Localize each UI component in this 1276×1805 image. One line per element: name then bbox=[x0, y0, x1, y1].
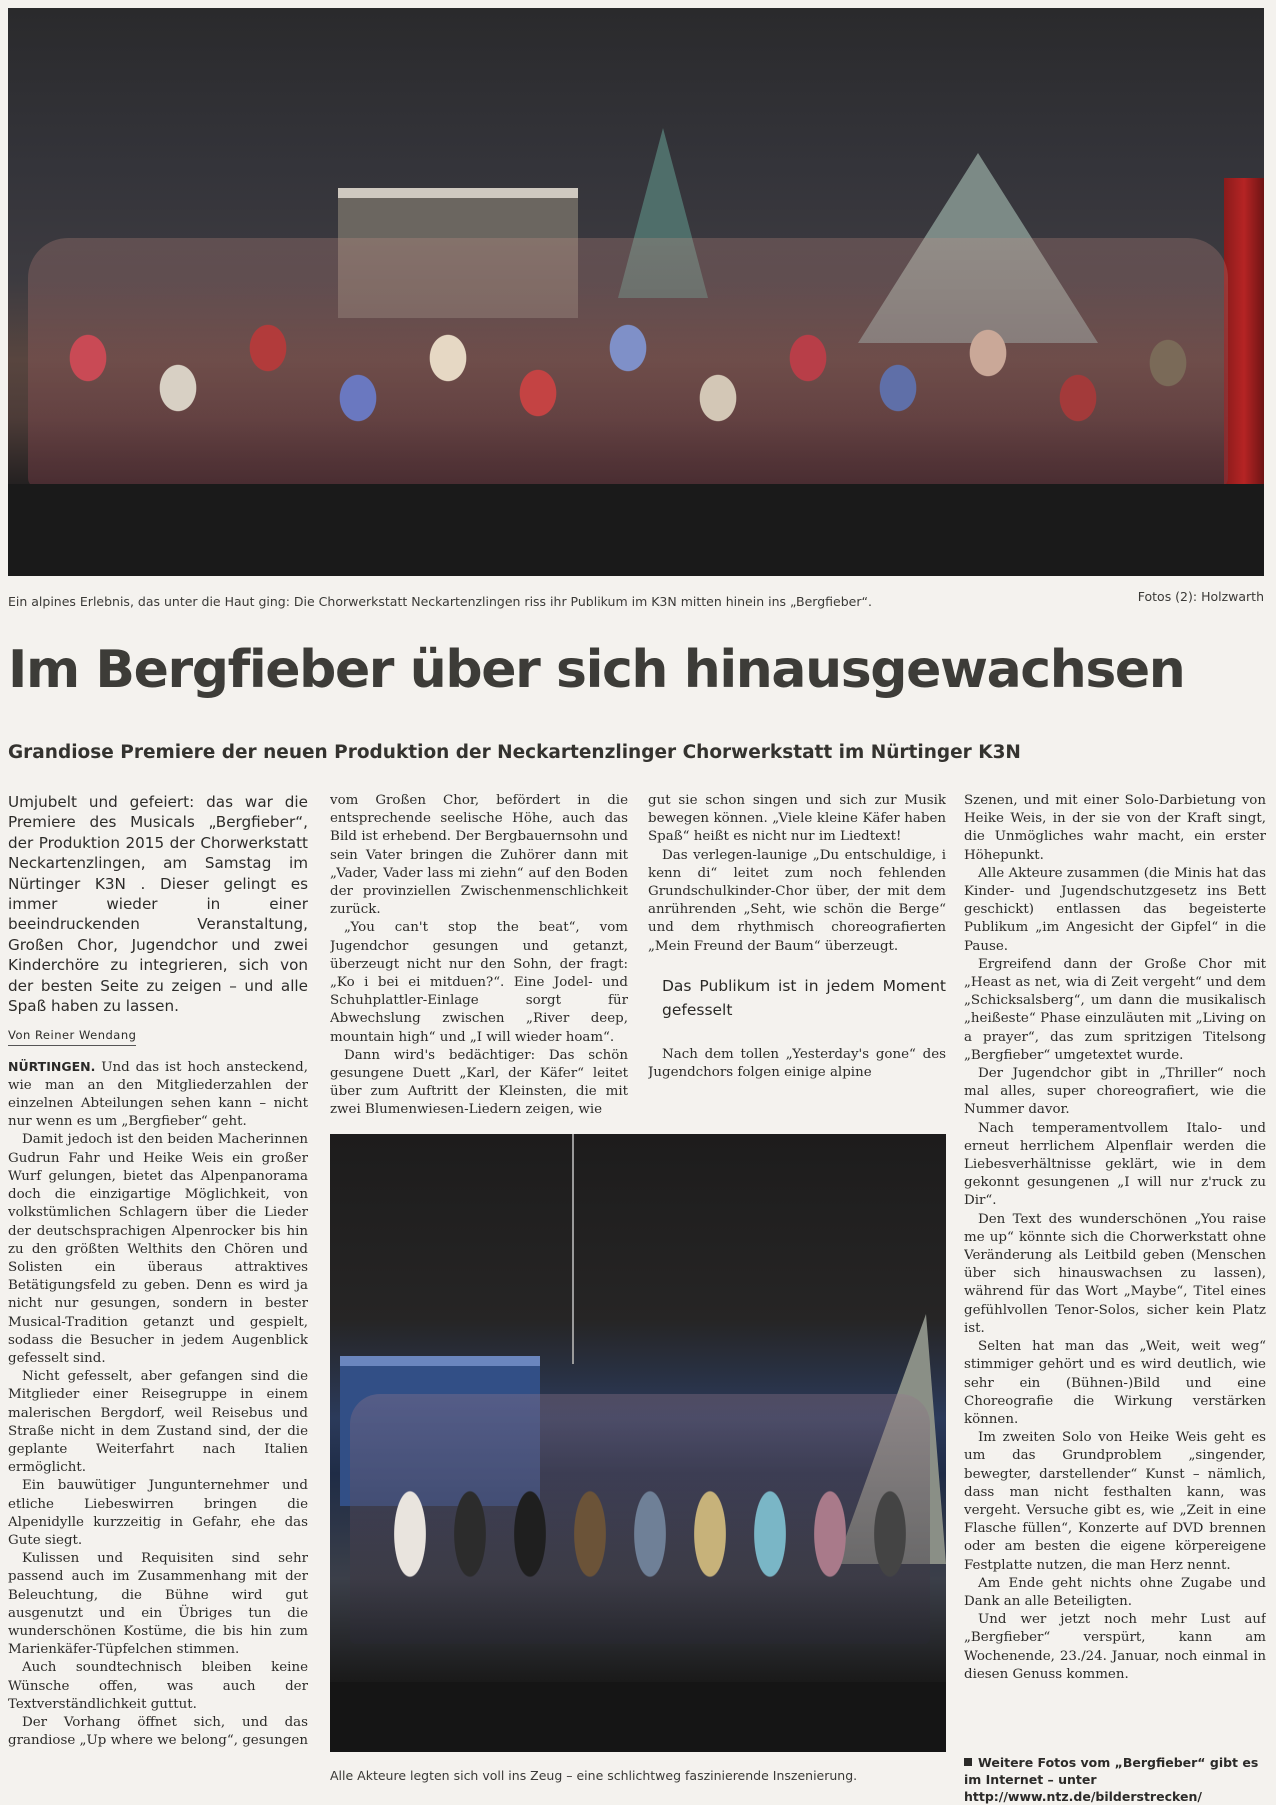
paragraph: Den Text des wunderschönen „You raise me up“ könnte sich die Chorwerkstatt ohne Veränderung als Leitbild geben (Menschen über sich hinauswachsen zu lassen), während für das Wort „Maybe“, Titel eines gefühlvollen Tenor-Solos, sicher kein Platz ist. bbox=[964, 1211, 1266, 1336]
paragraph: Alle Akteure zusammen (die Minis hat das Kinder- und Jugendschutzgesetz ins Bett geschickt) entlassen das begeisterte Publikum „im Angesicht der Gipfel“ in die Pause. bbox=[964, 865, 1266, 954]
top-photo-caption: Ein alpines Erlebnis, das unter die Haut ging: Die Chorwerkstatt Neckartenzlingen riss ihr Publikum im K3N mitten hinein ins „Bergfieber“. bbox=[8, 594, 872, 609]
info-text: Weitere Fotos vom „Bergfieber“ gibt es im Internet – unter http://www.ntz.de/bilderstrecken/ bbox=[964, 1755, 1259, 1804]
paragraph: „You can't stop the beat“, vom Jugendchor gesungen und getanzt, überzeugt nicht nur den Sohn, der fragt: „Ko i bei ei mitduen?“. Eine Jodel- und Schuhplattler-Einlage sorgt für Abwechslung zwischen „River deep, mountain high“ und „I will wieder hoam“. bbox=[330, 920, 628, 1045]
photo-credit: Fotos (2): Holzwarth bbox=[1137, 589, 1264, 604]
stage-floor bbox=[330, 1682, 946, 1752]
paragraph: Auch soundtechnisch bleiben keine Wünsche offen, was auch der Textverständlichkeit guttut. bbox=[8, 1660, 308, 1712]
choir-crowd bbox=[28, 238, 1228, 488]
section-subhead: Das Publikum ist in jedem Moment gefesselt bbox=[662, 976, 946, 1019]
paragraph: Kulissen und Requisiten sind sehr passend auch im Zusammenhang mit der Beleuchtung, die Bühne wird gut ausgenutzt und ein Übriges tun die wunderschönen Kostüme, die bis hin zum Marienkäfer-Tüpfelchen stimmen. bbox=[8, 1551, 308, 1658]
article-column-1 bbox=[8, 792, 308, 1792]
article-headline: Im Bergfieber über sich hinausgewachsen bbox=[8, 640, 1185, 700]
paragraph: Nach dem tollen „Yesterday's gone“ des Jugendchors folgen einige alpine bbox=[648, 1046, 946, 1081]
stage-floor bbox=[8, 484, 1264, 576]
paragraph: Im zweiten Solo von Heike Weis geht es um das Grundproblem „singender, bewegter, darstellender“ Kunst – nämlich, dass man nicht festhalten kann, was vergeht. Versuche gibt es, wie „Zeit in eine Flasche füllen“, Konzerte auf DVD brennen oder am besten die eigene körpereigene Festplatte nutzen, die man Herz nennt. bbox=[964, 1430, 1266, 1573]
paragraph: Am Ende geht nichts ohne Zugabe und Dank an alle Beteiligten. bbox=[964, 1575, 1266, 1609]
article-column-3 bbox=[648, 792, 946, 1120]
paragraph: Nicht gefesselt, aber gefangen sind die Mitglieder einer Reisegruppe in einem malerischen Bergdorf, weil Reisebus und Straße nicht in dem Zustand sind, der die geplante Weiterfahrt nach Italien ermöglicht. bbox=[8, 1369, 308, 1476]
paragraph: Dann wird's bedächtiger: Das schön gesungene Duett „Karl, der Käfer“ leitet über zum Auftritt der Kleinsten, die mit zwei Blumenwiesen-Liedern zeigen, wie bbox=[330, 1047, 628, 1118]
article-column-2 bbox=[330, 792, 628, 1120]
top-photo-choir-on-stage bbox=[8, 8, 1264, 576]
info-box bbox=[964, 1754, 1266, 1805]
paragraph: vom Großen Chor, befördert in die entsprechende seelische Höhe, auch das Bild ist erhebend. Der Bergbauernsohn und sein Vater bringen die Zuhörer dann mit „Vader, Vader lass mi ziehn“ auf den Boden der provinziellen Zwischenmenschlichkeit zurück. bbox=[330, 793, 628, 918]
paragraph: Ein bauwütiger Jungunternehmer und etliche Liebeswirren bringen die Alpenidylle kurzzeitig in Gefahr, ehe das Gute siegt. bbox=[8, 1478, 308, 1548]
article-lead: Umjubelt und gefeiert: das war die Premiere des Musicals „Bergfieber“, der Produktion 2015 der Chorwerkstatt Neckartenzlingen, am Samstag im Nürtinger K3N . Dieser gelingt es immer wieder in einer beeindruckenden Veranstaltung, Großen Chor, Jugendchor und zwei Kinderchöre zu integrieren, sich von der besten Seite zu zeigen – und alle Spaß haben zu lassen. bbox=[8, 793, 308, 1016]
bullet-square-icon bbox=[964, 1758, 972, 1766]
paragraph: Damit jedoch ist den beiden Macherinnen Gudrun Fahr und Heike Weis ein großer Wurf gelungen, bietet das Alpenpanorama doch die einzigartige Möglichkeit, von volkstümlichen Schlagern über die Lieder der deutschsprachigen Alpenrocker bis hin zu den größten Welthits den Chören und Solisten ein überaus attraktives Betätigungsfeld zu geben. Denn es wird ja nicht nur gesungen, sondern in bester Musical-Tradition getanzt und gespielt, sodass die Besucher in jedem Augenblick gefesselt sind. bbox=[8, 1132, 308, 1366]
byline: Von Reiner Wendang bbox=[8, 1026, 136, 1045]
paragraph: Selten hat man das „Weit, weit weg“ stimmiger gehört und es wird deutlich, wie sehr ein (Bühnen-)Bild und eine Choreografie die Wirkung verstärken können. bbox=[964, 1339, 1266, 1427]
dateline: NÜRTINGEN. bbox=[8, 1058, 96, 1074]
article-subheadline: Grandiose Premiere der neuen Produktion der Neckartenzlinger Chorwerkstatt im Nürtinger K3N bbox=[8, 742, 1021, 763]
paragraph: gut sie schon singen und sich zur Musik bewegen können. „Viele kleine Käfer haben Spaß“ heißt es nicht nur im Liedtext! bbox=[648, 793, 946, 845]
article-column-4 bbox=[964, 792, 1266, 1742]
cast-lineup bbox=[350, 1394, 930, 1644]
bottom-photo-cast-on-stage bbox=[330, 1134, 946, 1752]
paragraph: Und wer jetzt noch mehr Lust auf „Bergfieber“ verspürt, kann am Wochenende, 23./24. Januar, noch einmal in diesen Genuss kommen. bbox=[964, 1612, 1266, 1682]
stage-curtain bbox=[1224, 178, 1264, 488]
paragraph: Szenen, und mit einer Solo-Darbietung von Heike Weis, in der sie von der Kraft singt, die Unmögliches wahr macht, ein erster Höhepunkt. bbox=[964, 793, 1266, 863]
bottom-photo-caption: Alle Akteure legten sich voll ins Zeug – eine schlichtweg faszinierende Inszenierung. bbox=[330, 1768, 858, 1783]
stage-wire bbox=[572, 1134, 574, 1364]
paragraph: Ergreifend dann der Große Chor mit „Heast as net, wia di Zeit vergeht“ und dem „Schicksalsberg“, um dann die musikalisch „heißeste“ Phase einzuläuten mit „Living on a prayer“, das zum spritzigen Titelsong „Bergfieber“ umgetextet wurde. bbox=[964, 956, 1266, 1063]
paragraph: NÜRTINGEN. Und das ist hoch ansteckend, wie man an den Mitgliederzahlen der einzelnen Abteilungen sehen kann – nicht nur wenn es um „Bergfieber“ geht. bbox=[8, 1058, 308, 1130]
paragraph: Der Jugendchor gibt in „Thriller“ noch mal alles, super choreografiert, wie die Nummer davor. bbox=[964, 1066, 1266, 1118]
paragraph: Nach temperamentvollem Italo- und erneut herrlichem Alpenflair werden die Liebesverhältnisse geklärt, wie in dem gekonnt gesungenen „I will nur z'ruck zu Dir“. bbox=[964, 1120, 1266, 1209]
paragraph: Das verlegen-launige „Du entschuldige, i kenn di“ leitet zum noch fehlenden Grundschulkinder-Chor über, der mit dem anrührenden „Seht, wie schön die Berge“ und dem rhythmisch choreografierten „Mein Freund der Baum“ überzeugt. bbox=[648, 847, 946, 954]
paragraph: Der Vorhang öffnet sich, und das grandiose „Up where we belong“, gesungen bbox=[8, 1714, 308, 1749]
